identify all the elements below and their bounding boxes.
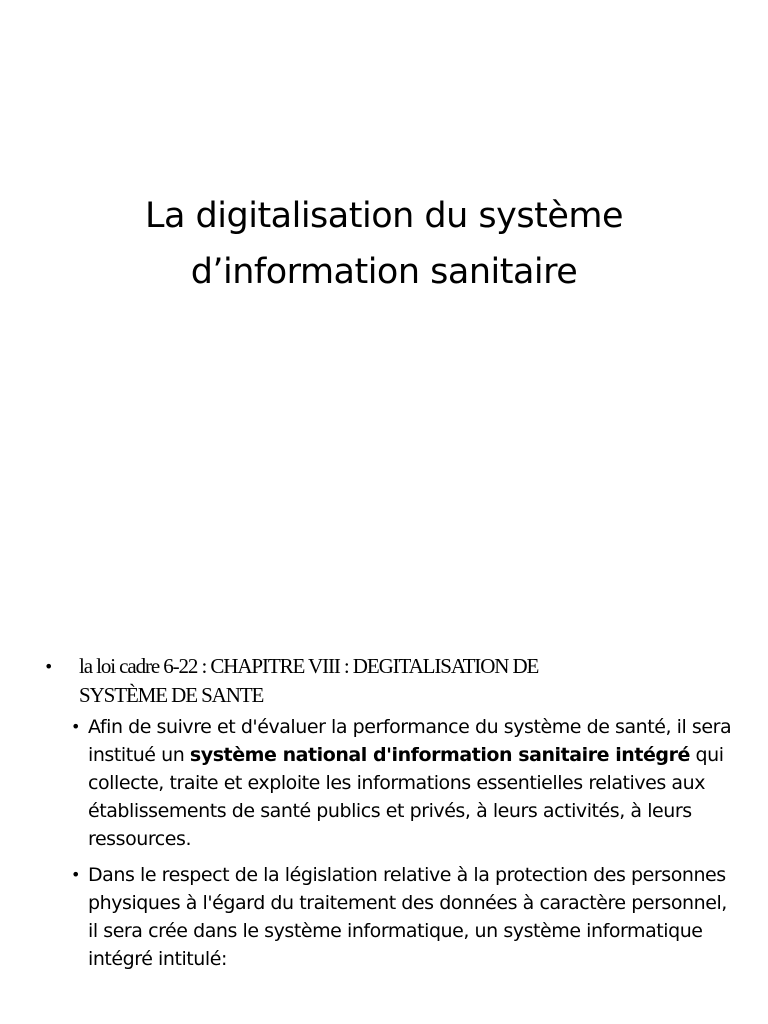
- sub-bullet-performance: [38, 713, 738, 853]
- sub-bullet-text: Dans le respect de la législation relative à la protection des personnes physiques à l'égard du traitement des données à caractère personnel, il sera crée dans le système informatique, un système informatique intégré intitulé:: [88, 864, 727, 970]
- bullet-text-line-1: la loi cadre 6-22 : CHAPITRE VIII : DEGITALISATION DE: [79, 654, 539, 678]
- content-body: [38, 652, 738, 973]
- bullet-text-line-2: SYSTÈME DE SANTE: [79, 683, 264, 707]
- bullet-loi-cadre: [38, 652, 738, 710]
- bullet-icon: •: [71, 865, 81, 884]
- sub-bullet-text: [88, 716, 731, 850]
- sub-bullet-protection-donnees: [38, 861, 738, 973]
- sub-bullet-text-part-2: qui collecte, traite et exploite les informations essentielles relatives aux établissements de santé publics et privés, à leurs activités, à leurs ressources.: [88, 744, 724, 850]
- bullet-icon: •: [71, 717, 81, 736]
- sub-bullet-bold-term: système national d'information sanitaire intégré: [189, 744, 690, 766]
- sub-bullet-text-part-1: Afin de suivre et d'évaluer la performance du système de santé, il sera institué un: [88, 716, 732, 766]
- slide-title: [40, 188, 728, 300]
- bullet-icon: •: [44, 657, 54, 676]
- title-line-2: d’information sanitaire: [190, 252, 578, 292]
- title-line-1: La digitalisation du système: [144, 196, 624, 236]
